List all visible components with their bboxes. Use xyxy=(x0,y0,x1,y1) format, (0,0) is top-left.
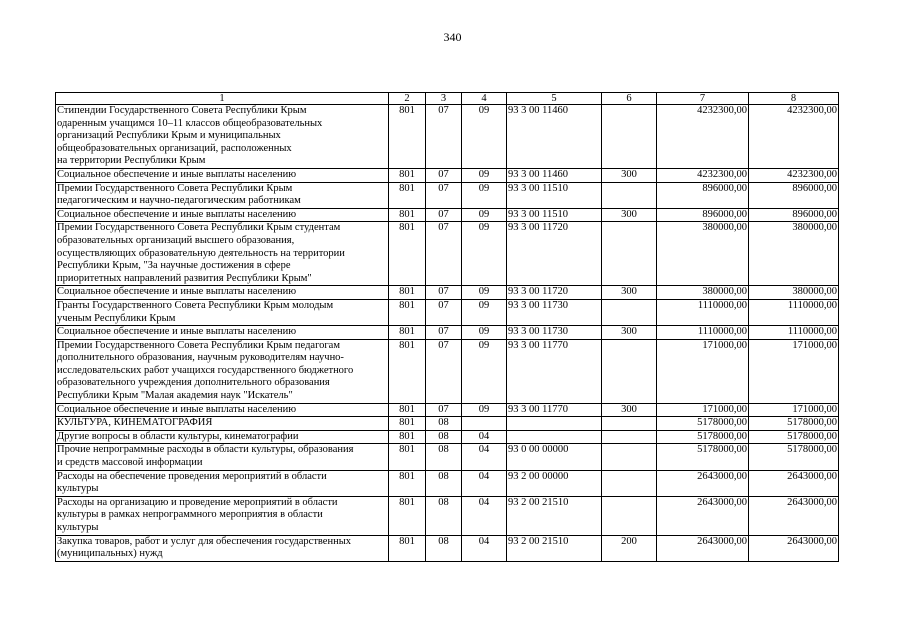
table-row xyxy=(56,403,839,417)
header-cell: 3 xyxy=(426,93,462,105)
cell-amount-year1: 5178000,00 xyxy=(657,430,749,444)
cell-amount-year2: 380000,00 xyxy=(749,286,839,300)
cell-target-article: 93 2 00 21510 xyxy=(507,496,602,535)
cell-amount-year1: 1110000,00 xyxy=(657,299,749,325)
cell-amount-year1: 5178000,00 xyxy=(657,444,749,470)
cell-ministry-code: 801 xyxy=(389,182,426,208)
row-name: Социальное обеспечение и иные выплаты населению xyxy=(56,326,389,340)
row-name: Премии Государственного Совета Республики Крым студентам образовательных организаций высшего образования, осуществляющих образовательную деятельность на территории Республики Крым, "За научные достижения в сфере приоритетных направлений развития Республики Крым" xyxy=(56,222,389,286)
row-name: КУЛЬТУРА, КИНЕМАТОГРАФИЯ xyxy=(56,417,389,431)
cell-amount-year2: 380000,00 xyxy=(749,222,839,286)
cell-section: 07 xyxy=(426,222,462,286)
cell-amount-year2: 1110000,00 xyxy=(749,299,839,325)
cell-section: 08 xyxy=(426,496,462,535)
table-row xyxy=(56,299,839,325)
cell-amount-year1: 2643000,00 xyxy=(657,496,749,535)
cell-ministry-code: 801 xyxy=(389,444,426,470)
cell-expense-type xyxy=(602,470,657,496)
cell-target-article: 93 2 00 00000 xyxy=(507,470,602,496)
header-cell: 1 xyxy=(56,93,389,105)
header-cell: 2 xyxy=(389,93,426,105)
cell-ministry-code: 801 xyxy=(389,339,426,403)
cell-target-article: 93 3 00 11730 xyxy=(507,299,602,325)
cell-expense-type: 300 xyxy=(602,326,657,340)
cell-ministry-code: 801 xyxy=(389,403,426,417)
cell-expense-type xyxy=(602,417,657,431)
cell-section: 07 xyxy=(426,403,462,417)
cell-section: 08 xyxy=(426,470,462,496)
cell-section: 07 xyxy=(426,326,462,340)
cell-amount-year1: 1110000,00 xyxy=(657,326,749,340)
cell-subsection: 09 xyxy=(462,208,507,222)
budget-table xyxy=(55,92,839,562)
cell-expense-type xyxy=(602,430,657,444)
cell-amount-year2: 2643000,00 xyxy=(749,496,839,535)
cell-subsection: 04 xyxy=(462,444,507,470)
row-name: Расходы на обеспечение проведения мероприятий в области культуры xyxy=(56,470,389,496)
header-cell: 4 xyxy=(462,93,507,105)
row-name: Прочие непрограммные расходы в области культуры, образования и средств массовой информации xyxy=(56,444,389,470)
table-row xyxy=(56,182,839,208)
cell-subsection: 09 xyxy=(462,168,507,182)
cell-target-article: 93 3 00 11510 xyxy=(507,182,602,208)
cell-expense-type: 300 xyxy=(602,168,657,182)
cell-subsection: 09 xyxy=(462,222,507,286)
cell-target-article: 93 3 00 11460 xyxy=(507,105,602,169)
table-row xyxy=(56,430,839,444)
cell-expense-type xyxy=(602,105,657,169)
cell-section: 07 xyxy=(426,208,462,222)
table-row xyxy=(56,208,839,222)
cell-amount-year2: 171000,00 xyxy=(749,403,839,417)
cell-section: 08 xyxy=(426,430,462,444)
cell-target-article: 93 3 00 11770 xyxy=(507,339,602,403)
cell-target-article: 93 3 00 11770 xyxy=(507,403,602,417)
table-row xyxy=(56,168,839,182)
cell-ministry-code: 801 xyxy=(389,535,426,561)
cell-amount-year2: 5178000,00 xyxy=(749,430,839,444)
table-row xyxy=(56,496,839,535)
cell-section: 07 xyxy=(426,105,462,169)
cell-amount-year2: 896000,00 xyxy=(749,208,839,222)
cell-subsection: 04 xyxy=(462,535,507,561)
row-name: Расходы на организацию и проведение мероприятий в области культуры в рамках непрограммного мероприятия в области культуры xyxy=(56,496,389,535)
cell-target-article: 93 0 00 00000 xyxy=(507,444,602,470)
cell-expense-type xyxy=(602,496,657,535)
cell-ministry-code: 801 xyxy=(389,326,426,340)
cell-subsection: 04 xyxy=(462,470,507,496)
table-row xyxy=(56,339,839,403)
header-row xyxy=(56,93,839,105)
cell-expense-type: 300 xyxy=(602,403,657,417)
cell-amount-year1: 896000,00 xyxy=(657,182,749,208)
cell-amount-year1: 380000,00 xyxy=(657,286,749,300)
cell-amount-year2: 171000,00 xyxy=(749,339,839,403)
table-row xyxy=(56,470,839,496)
row-name: Стипендии Государственного Совета Республики Крым одаренным учащимся 10–11 классов общеобразовательных организаций Республики Крым и муниципальных общеобразовательных организаций, расположенных на территории Республики Крым xyxy=(56,105,389,169)
table-row xyxy=(56,535,839,561)
row-name: Гранты Государственного Совета Республики Крым молодым ученым Республики Крым xyxy=(56,299,389,325)
row-name: Социальное обеспечение и иные выплаты населению xyxy=(56,403,389,417)
cell-target-article: 93 3 00 11720 xyxy=(507,286,602,300)
cell-amount-year1: 4232300,00 xyxy=(657,105,749,169)
row-name: Социальное обеспечение и иные выплаты населению xyxy=(56,286,389,300)
cell-amount-year1: 2643000,00 xyxy=(657,470,749,496)
cell-expense-type xyxy=(602,444,657,470)
cell-subsection: 04 xyxy=(462,430,507,444)
page-number: 340 xyxy=(443,30,462,44)
cell-amount-year2: 5178000,00 xyxy=(749,417,839,431)
cell-subsection: 09 xyxy=(462,326,507,340)
cell-ministry-code: 801 xyxy=(389,470,426,496)
row-name: Социальное обеспечение и иные выплаты населению xyxy=(56,208,389,222)
cell-section: 07 xyxy=(426,286,462,300)
cell-amount-year2: 1110000,00 xyxy=(749,326,839,340)
cell-subsection: 09 xyxy=(462,182,507,208)
row-name: Социальное обеспечение и иные выплаты населению xyxy=(56,168,389,182)
cell-amount-year1: 171000,00 xyxy=(657,339,749,403)
cell-expense-type xyxy=(602,299,657,325)
table-row xyxy=(56,105,839,169)
cell-target-article: 93 2 00 21510 xyxy=(507,535,602,561)
cell-amount-year2: 2643000,00 xyxy=(749,535,839,561)
cell-amount-year2: 4232300,00 xyxy=(749,168,839,182)
table-row xyxy=(56,444,839,470)
cell-ministry-code: 801 xyxy=(389,286,426,300)
cell-ministry-code: 801 xyxy=(389,208,426,222)
row-name: Другие вопросы в области культуры, кинематографии xyxy=(56,430,389,444)
cell-subsection: 09 xyxy=(462,339,507,403)
cell-target-article xyxy=(507,417,602,431)
header-cell: 7 xyxy=(657,93,749,105)
cell-target-article: 93 3 00 11510 xyxy=(507,208,602,222)
cell-expense-type xyxy=(602,182,657,208)
cell-section: 07 xyxy=(426,182,462,208)
table-row xyxy=(56,417,839,431)
cell-amount-year1: 2643000,00 xyxy=(657,535,749,561)
header-cell: 5 xyxy=(507,93,602,105)
cell-subsection: 09 xyxy=(462,105,507,169)
cell-ministry-code: 801 xyxy=(389,430,426,444)
cell-target-article: 93 3 00 11720 xyxy=(507,222,602,286)
cell-section: 08 xyxy=(426,417,462,431)
cell-target-article xyxy=(507,430,602,444)
cell-ministry-code: 801 xyxy=(389,496,426,535)
cell-expense-type: 200 xyxy=(602,535,657,561)
cell-ministry-code: 801 xyxy=(389,299,426,325)
cell-expense-type xyxy=(602,222,657,286)
cell-ministry-code: 801 xyxy=(389,168,426,182)
cell-amount-year2: 4232300,00 xyxy=(749,105,839,169)
table-row xyxy=(56,286,839,300)
table-body xyxy=(56,93,839,562)
cell-target-article: 93 3 00 11460 xyxy=(507,168,602,182)
cell-subsection: 09 xyxy=(462,286,507,300)
row-name: Закупка товаров, работ и услуг для обеспечения государственных (муниципальных) нужд xyxy=(56,535,389,561)
row-name: Премии Государственного Совета Республики Крым педагогам дополнительного образования, научным руководителям научно- исследовательских работ учащихся государственного бюджетного образовательного учреждения дополнительного образования Республики Крым "Малая академия наук "Искатель" xyxy=(56,339,389,403)
cell-amount-year2: 2643000,00 xyxy=(749,470,839,496)
header-cell: 8 xyxy=(749,93,839,105)
cell-section: 07 xyxy=(426,339,462,403)
cell-subsection xyxy=(462,417,507,431)
cell-target-article: 93 3 00 11730 xyxy=(507,326,602,340)
cell-ministry-code: 801 xyxy=(389,105,426,169)
row-name: Премии Государственного Совета Республики Крым педагогическим и научно-педагогическим работникам xyxy=(56,182,389,208)
cell-expense-type: 300 xyxy=(602,286,657,300)
cell-amount-year1: 171000,00 xyxy=(657,403,749,417)
header-cell: 6 xyxy=(602,93,657,105)
table-row xyxy=(56,222,839,286)
cell-ministry-code: 801 xyxy=(389,222,426,286)
cell-section: 07 xyxy=(426,299,462,325)
cell-amount-year2: 896000,00 xyxy=(749,182,839,208)
cell-subsection: 09 xyxy=(462,299,507,325)
cell-expense-type xyxy=(602,339,657,403)
cell-amount-year2: 5178000,00 xyxy=(749,444,839,470)
cell-expense-type: 300 xyxy=(602,208,657,222)
table-row xyxy=(56,326,839,340)
cell-ministry-code: 801 xyxy=(389,417,426,431)
cell-amount-year1: 5178000,00 xyxy=(657,417,749,431)
cell-amount-year1: 4232300,00 xyxy=(657,168,749,182)
cell-amount-year1: 896000,00 xyxy=(657,208,749,222)
cell-section: 08 xyxy=(426,535,462,561)
cell-amount-year1: 380000,00 xyxy=(657,222,749,286)
cell-section: 08 xyxy=(426,444,462,470)
cell-subsection: 09 xyxy=(462,403,507,417)
cell-subsection: 04 xyxy=(462,496,507,535)
cell-section: 07 xyxy=(426,168,462,182)
